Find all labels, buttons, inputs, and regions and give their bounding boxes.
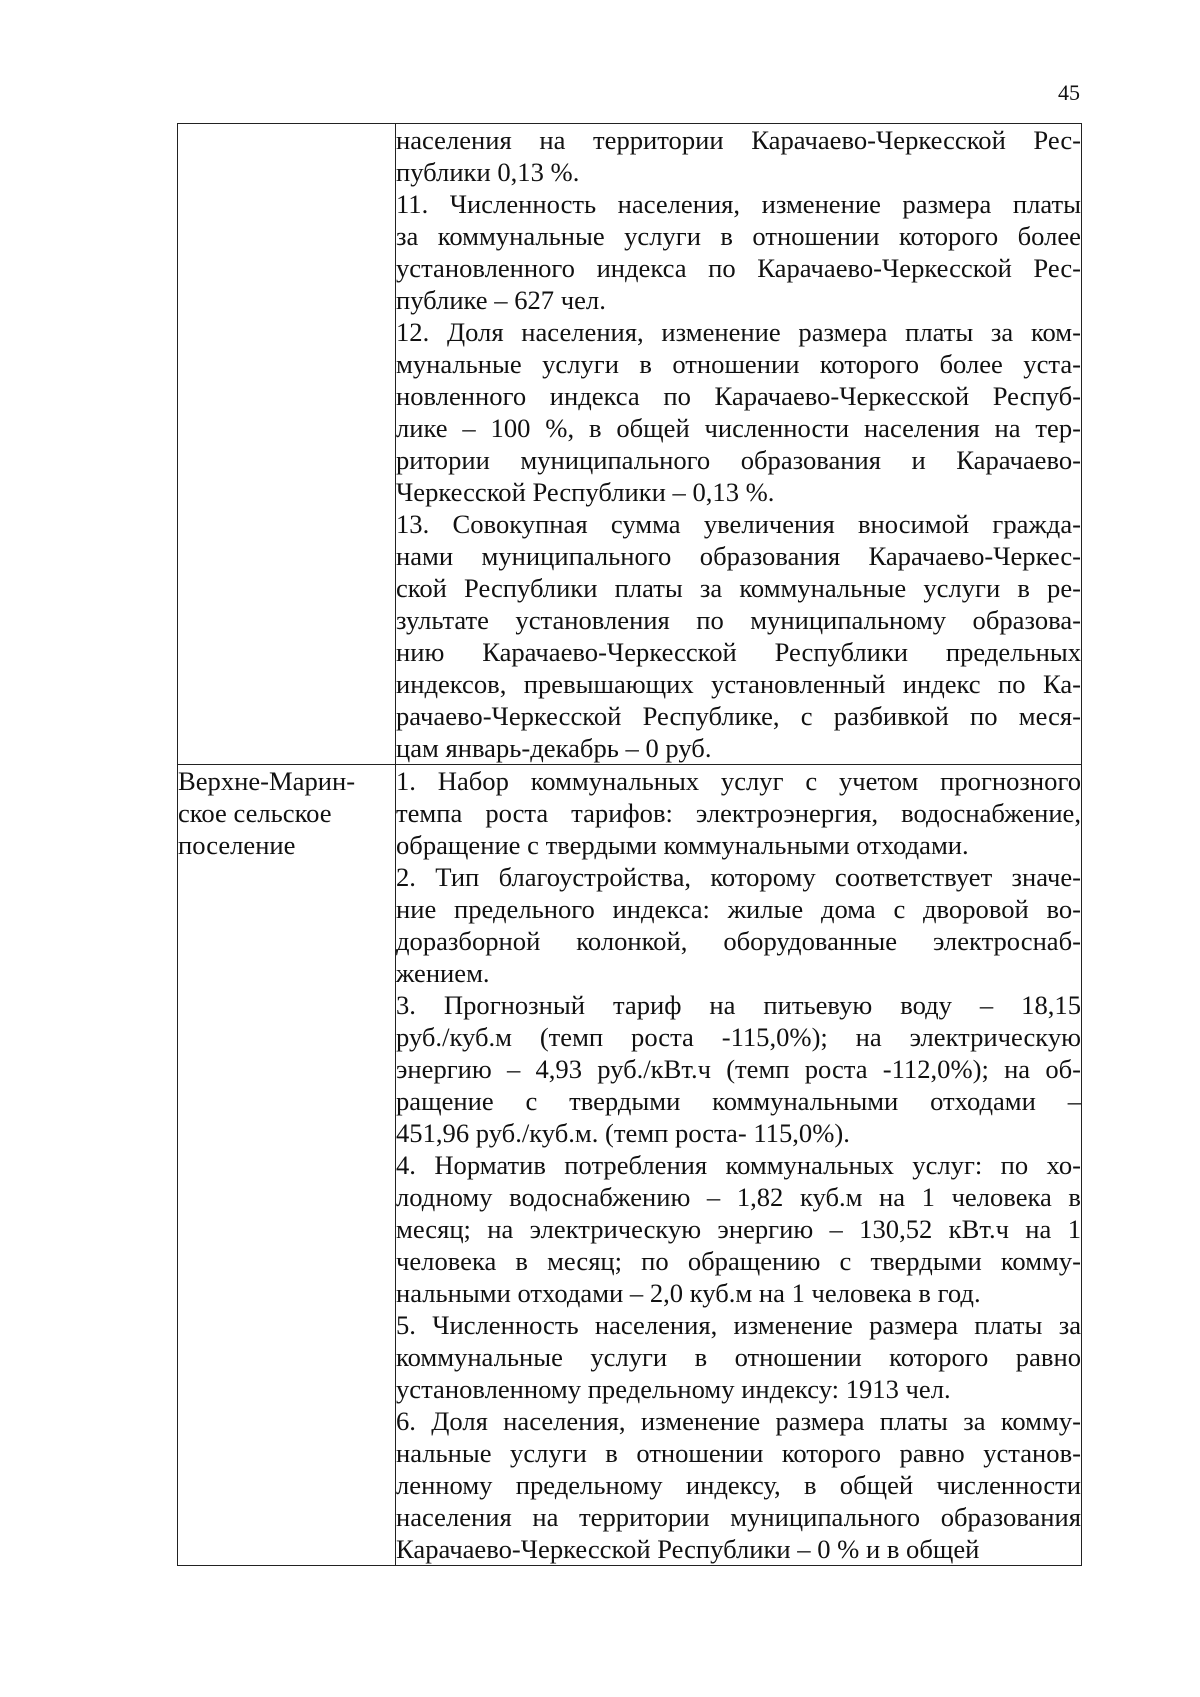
paragraph-line: темпа роста тарифов: электроэнергия, водоснабжение, — [396, 798, 1081, 828]
paragraph-line: установленному предельному индексу: 1913 чел. — [396, 1374, 951, 1404]
municipality-name-cell — [178, 765, 396, 1566]
paragraph-line: публики 0,13 %. — [396, 157, 580, 187]
paragraph-line: 6. Доля населения, изменение размера платы за комму- — [396, 1406, 1081, 1436]
paragraph-line: публике – 627 чел. — [396, 285, 606, 315]
paragraph-line: Черкесской Республики – 0,13 %. — [396, 477, 775, 507]
paragraph-line: ние предельного индекса: жилые дома с дворовой во- — [396, 894, 1081, 924]
paragraph-line: зультате установления по муниципальному образова- — [396, 605, 1081, 635]
page-number: 45 — [1058, 80, 1080, 105]
paragraph-line: мунальные услуги в отношении которого более уста- — [396, 349, 1081, 379]
paragraph-line: нальные услуги в отношении которого равно установ- — [396, 1438, 1081, 1468]
paragraph-line: нальными отходами – 2,0 куб.м на 1 человека в год. — [396, 1278, 981, 1308]
municipality-name-cell — [178, 124, 396, 765]
municipal-index-table — [177, 123, 1082, 1566]
paragraph-line: жением. — [396, 958, 490, 988]
paragraph-line: Карачаево-Черкесской Республики – 0 % и в общей — [396, 1534, 980, 1564]
indicator-paragraph — [396, 1149, 1081, 1309]
paragraph-line: 5. Численность населения, изменение размера платы за — [396, 1310, 1081, 1340]
paragraph-line: установленного индекса по Карачаево-Черкесской Рес- — [396, 253, 1081, 283]
municipality-name-line: Верхне-Марин- — [178, 766, 356, 796]
indicator-paragraph — [396, 316, 1081, 508]
table-row — [178, 765, 1082, 1566]
paragraph-line: новленного индекса по Карачаево-Черкесской Респуб- — [396, 381, 1081, 411]
paragraph-line: рачаево-Черкесской Республике, с разбивкой по меся- — [396, 701, 1081, 731]
indicator-paragraph — [396, 188, 1081, 316]
paragraph-line: обращение с твердыми коммунальными отходами. — [396, 830, 969, 860]
indicator-paragraph — [396, 989, 1081, 1149]
paragraph-line: 4. Норматив потребления коммунальных услуг: по хо- — [396, 1150, 1081, 1180]
paragraph-line: населения на территории Карачаево-Черкесской Рес- — [396, 125, 1081, 155]
paragraph-line: ленному предельному индексу, в общей численности — [396, 1470, 1081, 1500]
paragraph-line: нию Карачаево-Черкесской Республики предельных — [396, 637, 1081, 667]
paragraph-line: 11. Численность населения, изменение размера платы — [396, 189, 1081, 219]
indicator-paragraph — [396, 508, 1081, 764]
paragraph-line: за коммунальные услуги в отношении которого более — [396, 221, 1081, 251]
paragraph-line: ской Республики платы за коммунальные услуги в ре- — [396, 573, 1081, 603]
indicators-cell — [396, 124, 1082, 765]
paragraph-line: населения на территории муниципального образования — [396, 1502, 1081, 1532]
paragraph-line: цам январь-декабрь – 0 руб. — [396, 733, 712, 763]
indicator-paragraph — [396, 124, 1081, 188]
table-row — [178, 124, 1082, 765]
indicators-cell — [396, 765, 1082, 1566]
paragraph-line: 451,96 руб./куб.м. (темп роста- 115,0%). — [396, 1118, 850, 1148]
paragraph-line: доразборной колонкой, оборудованные электроснаб- — [396, 926, 1081, 956]
paragraph-line: руб./куб.м (темп роста -115,0%); на электрическую — [396, 1022, 1081, 1052]
paragraph-line: 1. Набор коммунальных услуг с учетом прогнозного — [396, 766, 1081, 796]
indicator-paragraph — [396, 1405, 1081, 1565]
paragraph-line: человека в месяц; по обращению с твердыми комму- — [396, 1246, 1081, 1276]
paragraph-line: ритории муниципального образования и Карачаево- — [396, 445, 1081, 475]
indicator-paragraph — [396, 861, 1081, 989]
paragraph-line: месяц; на электрическую энергию – 130,52 кВт.ч на 1 — [396, 1214, 1081, 1244]
paragraph-line: 12. Доля населения, изменение размера платы за ком- — [396, 317, 1081, 347]
paragraph-line: энергию – 4,93 руб./кВт.ч (темп роста -112,0%); на об- — [396, 1054, 1081, 1084]
municipality-name-line: поселение — [178, 830, 296, 860]
municipality-name-line: ское сельское — [178, 798, 332, 828]
paragraph-line: 2. Тип благоустройства, которому соответствует значе- — [396, 862, 1081, 892]
paragraph-line: лодному водоснабжению – 1,82 куб.м на 1 человека в — [396, 1182, 1081, 1212]
indicator-paragraph — [396, 1309, 1081, 1405]
paragraph-line: нами муниципального образования Карачаево-Черкес- — [396, 541, 1081, 571]
paragraph-line: 3. Прогнозный тариф на питьевую воду – 18,15 — [396, 990, 1081, 1020]
paragraph-line: лике – 100 %, в общей численности населения на тер- — [396, 413, 1081, 443]
paragraph-line: 13. Совокупная сумма увеличения вносимой гражда- — [396, 509, 1081, 539]
paragraph-line: коммунальные услуги в отношении которого равно — [396, 1342, 1081, 1372]
indicator-paragraph — [396, 765, 1081, 861]
paragraph-line: индексов, превышающих установленный индекс по Ка- — [396, 669, 1081, 699]
paragraph-line: ращение с твердыми коммунальными отходами – — [396, 1086, 1081, 1116]
